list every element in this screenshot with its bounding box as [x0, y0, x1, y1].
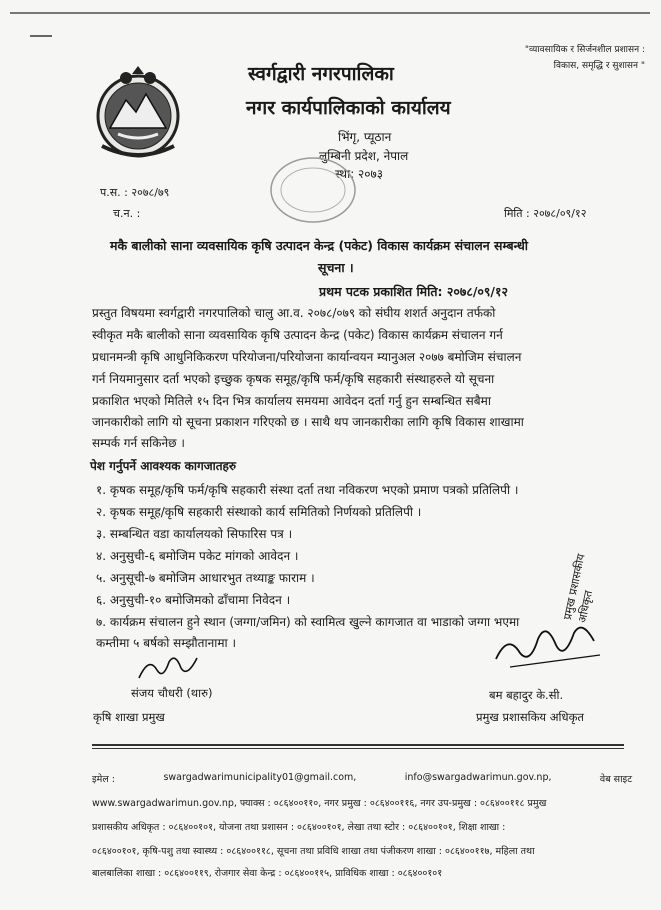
- slogan-line2: विकास, समृद्धि र सुशासन ": [553, 61, 645, 71]
- office-seal-icon: [268, 155, 358, 225]
- documents-heading: पेश गर्नुपर्ने आवश्यक कागजातहरु: [90, 459, 237, 473]
- body-line: सम्पर्क गर्न सकिनेछ ।: [92, 436, 185, 450]
- right-signatory-name: बम बहादुर के.सी.: [489, 688, 564, 702]
- office-name: नगर कार्यपालिकाको कार्यालय: [246, 97, 451, 119]
- email-label: इमेल :: [92, 774, 116, 785]
- right-stamp: प्रमुख प्रशासकीय अधिकृत: [560, 552, 596, 625]
- document-item: २. कृषक समूह/कृषि सहकारी संस्थाको कार्य समितिको निर्णयको प्रतिलिपी ।: [96, 505, 422, 519]
- left-signatory-title: कृषि शाखा प्रमुख: [93, 710, 165, 724]
- margin-mark: [30, 35, 52, 37]
- document-item: ४. अनुसुची-६ बमोजिम पकेट मांगको आवेदन ।: [96, 549, 299, 563]
- website-label: वेब साइट: [599, 774, 632, 785]
- document-item: ५. अनुसूची-७ बमोजिम आधारभुत तथ्याङ्क फाराम ।: [96, 571, 315, 585]
- footer-line: www.swargadwarimun.gov.np, फ्याक्स : ०८६४००११०, नगर प्रमुख : ०८६४००११६, नगर उप-प्रमुख : ०८६४००११८ प्रमुख: [92, 798, 547, 809]
- body-line: प्रधानमन्त्री कृषि आधुनिकिकरण परियोजना/परियोजना कार्यान्वयन म्यानुअल २०७७ बमोजिम संचालन: [92, 350, 522, 364]
- footer-divider-thin: [92, 748, 624, 749]
- address-line2: लुम्बिनी प्रदेश, नेपाल: [319, 149, 409, 163]
- established-year: स्था: २०७३: [335, 167, 384, 181]
- right-signatory-title: प्रमुख प्रशासकिय अधिकृत: [476, 710, 584, 724]
- footer-line: बालबालिका शाखा : ०८६४००११९, रोजगार सेवा केन्द्र : ०८६४००११५, प्राविधिक शाखा : ०८६४००१०१: [92, 868, 443, 879]
- slogan: [525, 42, 645, 74]
- notice-title-line2: सूचना ।: [318, 260, 354, 275]
- footer-line: ०८६४००१०१, कृषि-पशु तथा स्वास्थ्य : ०८६४००११८, सूचना तथा प्रविधि शाखा तथा पंजीकरण शाखा : ०८६४००११७, महिला तथा: [92, 846, 535, 857]
- published-date: प्रथम पटक प्रकाशित मिति: २०७८/०९/१२: [319, 284, 509, 299]
- org-name: स्वर्गद्वारी नगरपालिका: [248, 63, 394, 85]
- address-line1: भिंगृ, प्यूठान: [338, 130, 392, 144]
- email-secondary[interactable]: info@swargadwarimun.gov.np,: [404, 772, 552, 783]
- body-line: प्रकाशित भएको मितिले १५ दिन भित्र कार्यालय समयमा आवेदन दर्ता गर्नु हुन सम्बन्धित सबैमा: [92, 394, 491, 408]
- dispatch-number: च.न. :: [113, 207, 141, 220]
- document-item: ६. अनुसुची-१० बमोजिमको ढाँचामा निवेदन ।: [96, 593, 291, 607]
- left-signatory-name: संजय चौधरी (थारु): [131, 686, 213, 700]
- notice-title-line1: मकै बालीको साना व्यवसायिक कृषि उत्पादन केन्द्र (पकेट) विकास कार्यक्रम संचालन सम्बन्धी: [110, 238, 529, 253]
- body-line: जानकारीको लागि यो सूचना प्रकाशन गरिएको छ । साथै थप जानकारीका लागि कृषि विकास शाखामा: [92, 415, 524, 429]
- footer-divider: [92, 744, 624, 746]
- body-line: स्वीकृत मकै बालीको साना व्यवसायिक कृषि उत्पादन केन्द्र (पकेट) विकास कार्यक्रम संचालन गर्न: [92, 328, 503, 342]
- document-item: १. कृषक समूह/कृषि फर्म/कृषि सहकारी संस्था दर्ता तथा नविकरण भएको प्रमाण पत्रको प्रतिलिपी ।: [96, 483, 519, 497]
- letter-date: मिति : २०७८/०९/१२: [504, 207, 587, 220]
- slogan-line1: "व्यावसायिक र सिर्जनशील प्रशासन :: [524, 45, 645, 55]
- footer-line: प्रशासकीय अधिकृत : ०८६४००१०१, योजना तथा प्रशासन : ०८६४००१०१, लेखा तथा स्टोर : ०८६४००१०१, शिक्षा शाखा :: [92, 822, 506, 833]
- footer-contact-row: [92, 772, 632, 785]
- email-primary[interactable]: swargadwarimunicipality01@gmail.com,: [163, 772, 357, 783]
- body-line: प्रस्तुत विषयमा स्वर्गद्वारी नगरपालिको चालु आ.व. २०७८/०७९ को संघीय शशर्त अनुदान तर्फको: [92, 306, 496, 320]
- ref-number: प.स. : २०७८/७९: [100, 186, 170, 199]
- nepal-emblem-icon: [88, 64, 188, 164]
- document-item: कम्तीमा ५ बर्षको सम्झौतानामा ।: [96, 636, 236, 650]
- document-item: ७. कार्यक्रम संचालन हुने स्थान (जग्गा/जमिन) को स्वामित्व खुल्ने कागजात वा भाडाको जग्गा भएमा: [96, 615, 520, 629]
- signature-left-icon: [135, 650, 205, 686]
- signature-right-icon: [490, 615, 610, 673]
- document-item: ३. सम्बन्धित वडा कार्यालयको सिफारिस पत्र ।: [96, 527, 293, 541]
- top-border: [10, 12, 650, 14]
- body-line: गर्न नियमानुसार दर्ता भएको इच्छुक कृषक समूह/कृषि फर्म/कृषि सहकारी संस्थाहरुले यो सूचना: [92, 372, 495, 386]
